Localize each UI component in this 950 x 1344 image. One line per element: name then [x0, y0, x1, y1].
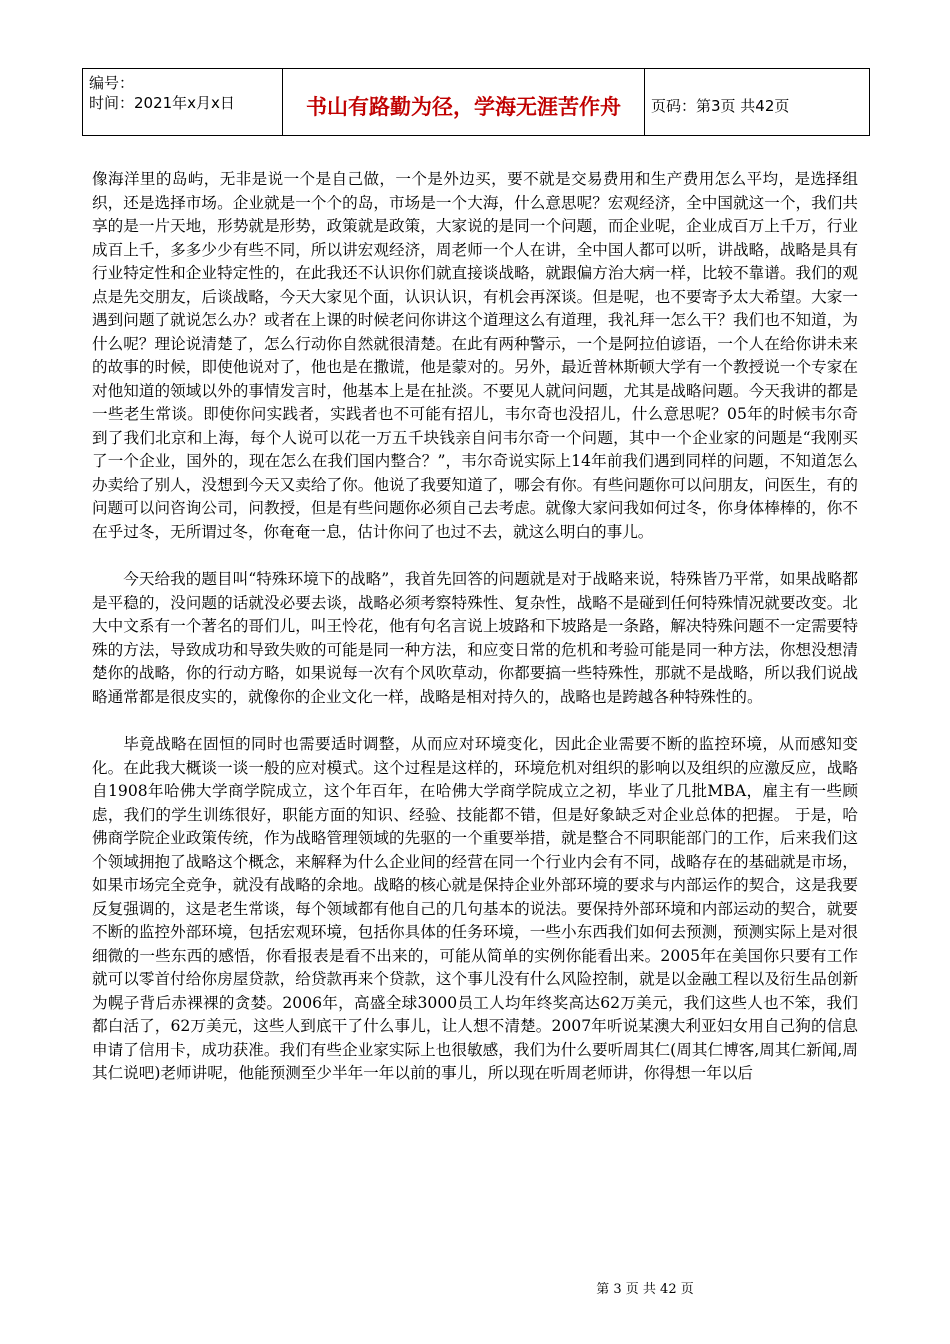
header-meta [83, 69, 283, 135]
header-number: 编号： [89, 74, 135, 92]
header-motto: 书山有路勤为径，学海无涯苦作舟 [283, 69, 645, 135]
document-body [92, 168, 858, 1110]
header-page-info: 页码：第3页 共42页 [651, 96, 790, 115]
paragraph: 今天给我的题目叫“特殊环境下的战略”，我首先回答的问题就是对于战略来说，特殊皆乃平常，如果战略都是平稳的，没问题的话就没必要去谈，战略必须考察特殊性、复杂性，战略不是碰到任何特殊情况就要改变。北大中文系有一个著名的哥们儿，叫王怜花，他有句名言说上坡路和下坡路是一条路，解决特殊问题不一定需要特殊的方法，导致成功和导致失败的可能是同一种方法，和应变日常的危机和考验可能是同一种方法，你想没想清楚你的战略，你的行动方略，如果说每一次有个风吹草动，你都要搞一些特殊性，那就不是战略，所以我们说战略通常都是很皮实的，就像你的企业文化一样，战略是相对持久的，战略也是跨越各种特殊性的。 [92, 570, 858, 706]
page-footer: 第 3 页 共 42 页 [596, 1282, 694, 1297]
paragraph: 毕竟战略在固恒的同时也需要适时调整，从而应对环境变化，因此企业需要不断的监控环境，从而感知变化。在此我大概谈一谈一般的应对模式。这个过程是这样的，环境危机对组织的影响以及组织的应激反应，战略自1908年哈佛大学商学院成立，这个年百年，在哈佛大学商学院成立之初，毕业了几批MBA，雇主有一些顾虑，我们的学生训练很好，职能方面的知识、经验、技能都不错，但是好象缺乏对企业总体的把握。 于是，哈佛商学院企业政策传统，作为战略管理领域的先驱的一个重要举措，就是整合不同职能部门的工作，后来我们这个领域拥抱了战略这个概念，来解释为什么企业间的经营在同一个行业内会有不同，战略存在的基础就是市场，如果市场完全竞争，就没有战略的余地。战略的核心就是保持企业外部环境的要求与内部运作的契合，这是我要反复强调的，这是老生常谈，每个领域都有他自己的几句基本的说法。要保持外部环境和内部运动的契合，就要不断的监控外部环境，包括宏观环境，包括你具体的任务环境，一些小东西我们如何去预测，预测实际上是对很细微的一些东西的感悟，你看报表是看不出来的，可能从简单的实例你能看出来。2005年在美国你只要有工作就可以零首付给你房屋贷款，给贷款再来个贷款，这个事儿没有什么风险控制，就是以金融工程以及衍生品创新为幌子背后赤裸裸的贪婪。2006年，高盛全球3000员工人均年终奖高达62万美元，我们这些人也不笨，我们都白活了，62万美元，这些人到底干了什么事儿，让人想不清楚。2007年听说某澳大利亚妇女用自己狗的信息申请了信用卡，成功获准。我们有些企业家实际上也很敏感，我们为什么要听周其仁(周其仁博客,周其仁新闻,周其仁说吧)老师讲呢，他能预测至少半年一年以前的事儿，所以现在听周老师讲，你得想一年以后 [92, 735, 858, 1082]
header-time: 时间：2021年x月x日 [89, 94, 235, 112]
page-header [82, 68, 870, 136]
paragraph: 像海洋里的岛屿，无非是说一个是自己做，一个是外边买，要不就是交易费用和生产费用怎么平均，是选择组织，还是选择市场。企业就是一个个的岛，市场是一个大海，什么意思呢？宏观经济，全中国就这一个，我们共享的是一片天地，形势就是形势，政策就是政策，大家说的是同一个问题，而企业呢，企业成百万上千万，行业成百上千，多多少少有些不同，所以讲宏观经济，周老师一个人在讲，全中国人都可以听，讲战略，战略是具有行业特定性和企业特定性的，在此我还不认识你们就直接谈战略，就跟偏方治大病一样，比较不靠谱。我们的观点是先交朋友，后谈战略，今天大家见个面，认识认识，有机会再深谈。但是呢，也不要寄予太大希望。大家一遇到问题了就说怎么办？或者在上课的时候老问你讲这个道理这么有道理，我礼拜一怎么干？我们也不知道，为什么呢？理论说清楚了，怎么行动你自然就很清楚。在此有两种警示，一个是阿拉伯谚语，一个人在给你讲未来的故事的时候，即使他说对了，他也是在撒谎，他是蒙对的。另外，最近普林斯顿大学有一个教授说一个专家在对他知道的领域以外的事情发言时，他基本上是在扯淡。不要见人就问问题，尤其是战略问题。今天我讲的都是一些老生常谈。即使你问实践者，实践者也不可能有招儿，韦尔奇也没招儿，什么意思呢？05年的时候韦尔奇到了我们北京和上海，每个人说可以花一万五千块钱亲自问韦尔奇一个问题，其中一个企业家的问题是“我刚买了一个企业，国外的，现在怎么在我们国内整合？”，韦尔奇说实际上14年前我们遇到同样的问题，不知道怎么办卖给了别人，没想到今天又卖给了你。他说了我要知道了，哪会有你。有些问题你可以问朋友，问医生，有的问题可以问咨询公司，问教授，但是有些问题你必须自己去考虑。就像大家问我如何过冬，你身体棒棒的，你不在乎过冬，无所谓过冬，你奄奄一息，估计你问了也过不去，就这么明白的事儿。 [92, 170, 858, 541]
